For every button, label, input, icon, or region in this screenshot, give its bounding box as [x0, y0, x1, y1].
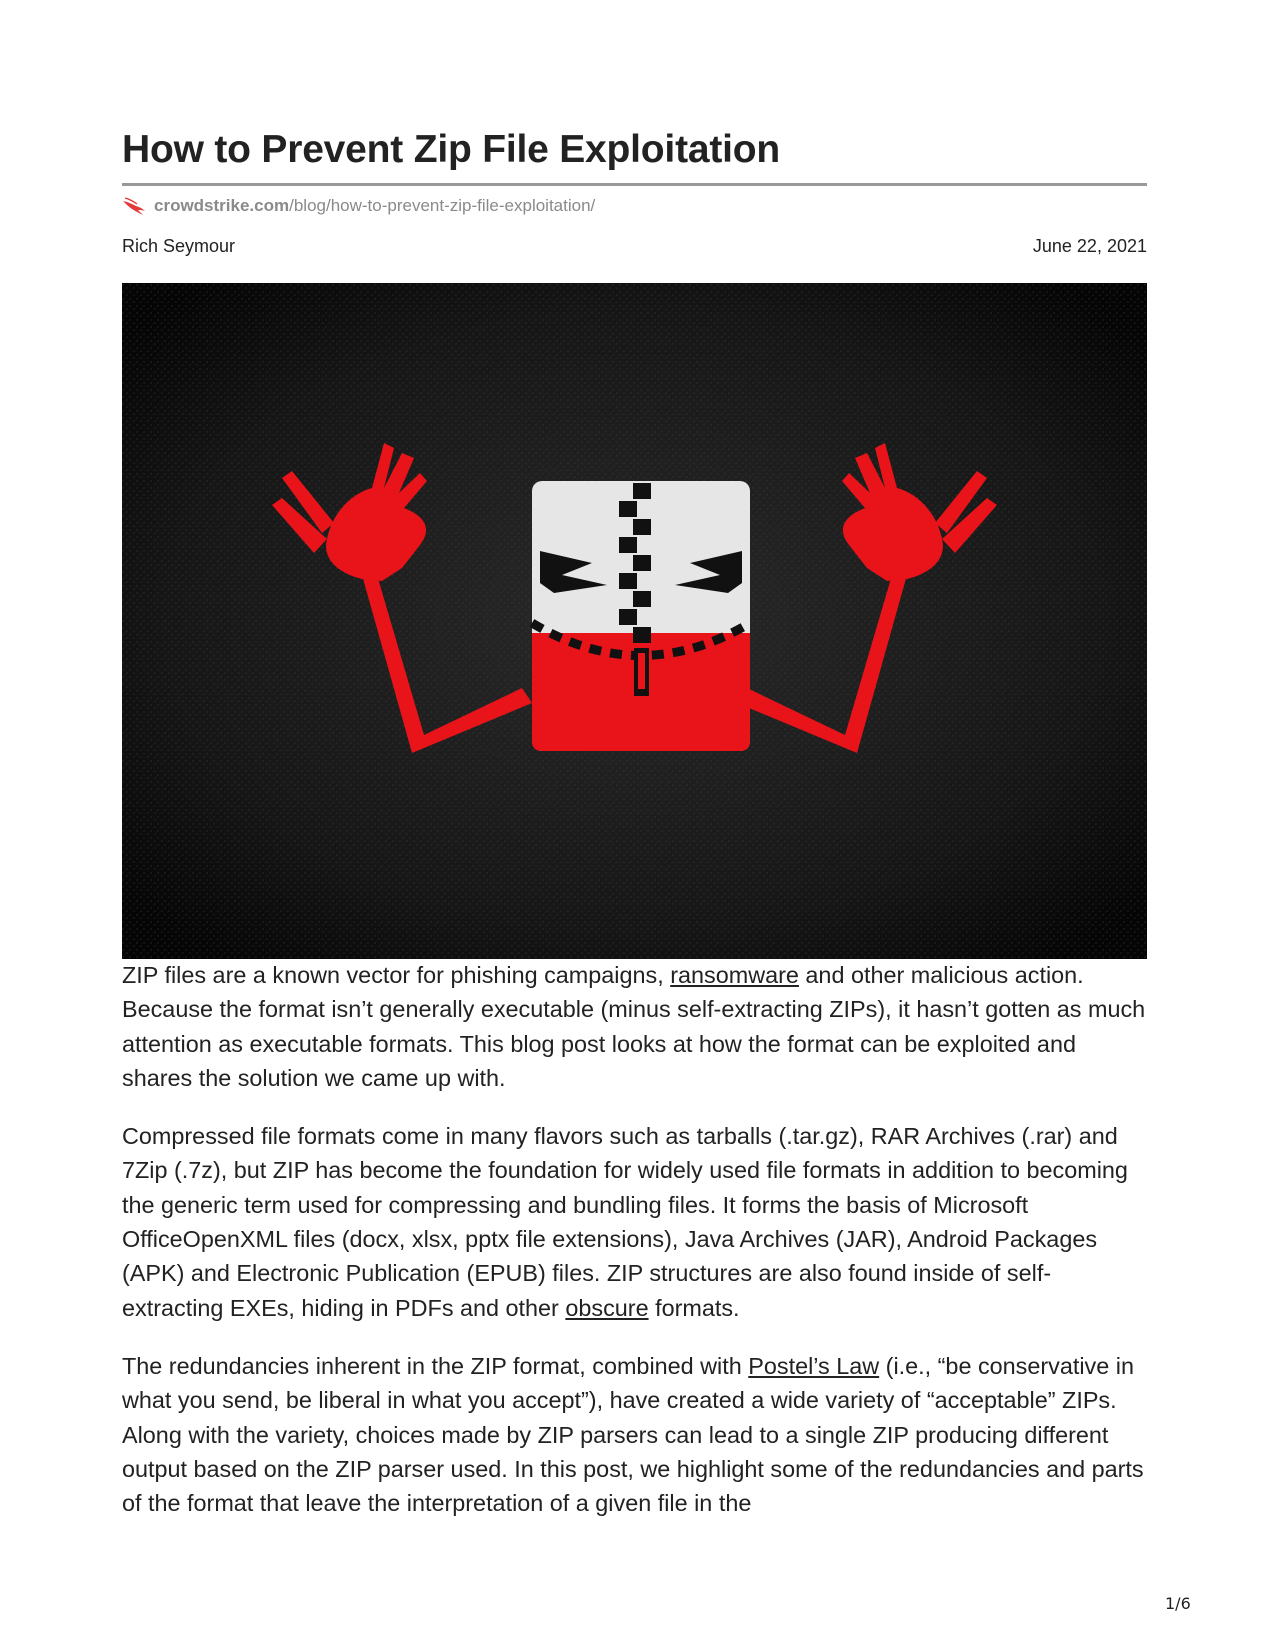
paragraph [122, 1119, 1147, 1325]
text: (i.e., “be conservative in what you send, be liberal in what you accept”), have created a wide variety of “acceptable” ZIPs. Along with the variety, choices made by ZIP parsers can lead to a single ZIP producing different output based on the ZIP parser used. In this post, we highlight some of the redundancies and parts of the format that leave the interpretation of a given file in the [122, 1352, 1144, 1517]
crowdstrike-falcon-icon [122, 197, 146, 215]
text: and other malicious action. Because the format isn’t generally executable (minus self-extracting ZIPs), it hasn’t gotten as much attention as executable formats. This blog post looks at how the format can be exploited and shares the solution we came up with. [122, 962, 1146, 1091]
page-number: 1/6 [1165, 1594, 1191, 1613]
source-link[interactable] [122, 196, 595, 216]
text: formats. [648, 1294, 740, 1321]
source-path: /blog/how-to-prevent-zip-file-exploitation/ [289, 196, 596, 215]
postels-law-link[interactable]: Postel’s Law [748, 1352, 880, 1379]
text: ZIP files are a known vector for phishing campaigns, [122, 962, 671, 988]
hero-image [122, 283, 1147, 959]
paragraph [122, 1349, 1147, 1520]
ransomware-link[interactable]: ransomware [670, 962, 799, 988]
author: Rich Seymour [122, 236, 236, 256]
text: The redundancies inherent in the ZIP format, combined with [122, 1352, 749, 1379]
text: Compressed file formats come in many flavors such as tarballs (.tar.gz), RAR Archives (.rar) and 7Zip (.7z), but ZIP has become the foundation for widely used file formats in addition to becoming the generic term used for compressing and bundling files. It forms the basis of Microsoft OfficeOpenXML files (docx, xlsx, pptx file extensions), Java Archives (JAR), Android Packages (APK) and Electronic Publication (EPUB) files. ZIP structures are also found inside of self-extracting EXEs, hiding in PDFs and other [122, 1123, 1128, 1321]
article-title: How to Prevent Zip File Exploitation [122, 128, 781, 171]
zipper-body [532, 481, 750, 751]
publish-date: June 22, 2021 [1032, 236, 1147, 256]
paragraph [122, 958, 1147, 1095]
obscure-link[interactable]: obscure [565, 1294, 649, 1321]
source-domain: crowdstrike.com [154, 196, 290, 215]
zipper-monster-illustration [122, 283, 1147, 959]
title-divider [122, 183, 1147, 186]
article-body [122, 958, 1147, 1544]
